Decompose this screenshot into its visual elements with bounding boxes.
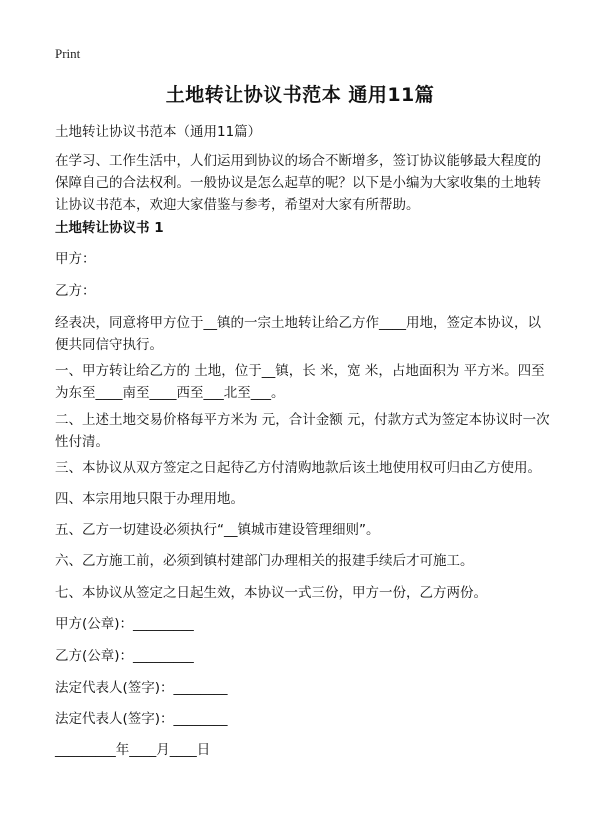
- print-link[interactable]: Print: [55, 46, 81, 61]
- clause-3: 三、本协议从双方签定之日起待乙方付清购地款后该土地使用权可归由乙方使用。: [55, 460, 541, 476]
- clause-2: 二、上述土地交易价格每平方米为 元，合计金额 元，付款方式为签定本协议时一次性付清。: [55, 412, 550, 450]
- clause-4: 四、本宗用地只限于办理用地。: [55, 491, 244, 507]
- signature-date: _________年____月____日: [55, 742, 211, 758]
- signature-party-b-seal: 乙方(公章)：_________: [55, 648, 194, 664]
- intro-paragraph: 在学习、工作生活中，人们运用到协议的场合不断增多，签订协议能够最大程度的保障自己的合法权利。一般协议是怎么起草的呢？以下是小编为大家收集的土地转让协议书范本，欢迎大家借鉴与参考，希望对大家有所帮助。: [55, 153, 541, 213]
- party-b-line: 乙方：: [55, 283, 96, 299]
- document-subtitle: 土地转让协议书范本（通用11篇）: [55, 124, 262, 140]
- clause-6: 六、乙方施工前，必须到镇村建部门办理相关的报建手续后才可施工。: [55, 553, 474, 569]
- signature-legal-rep-a: 法定代表人(签字)：________: [55, 680, 228, 696]
- preamble-paragraph: 经表决，同意将甲方位于__镇的一宗土地转让给乙方作____用地，签定本协议，以便共同信守执行。: [55, 315, 541, 353]
- page-title: 土地转让协议书范本 通用11篇: [165, 84, 435, 106]
- clause-7: 七、本协议从签定之日起生效，本协议一式三份，甲方一份，乙方两份。: [55, 585, 487, 601]
- signature-party-a-seal: 甲方(公章)：_________: [55, 616, 194, 632]
- clause-5: 五、乙方一切建设必须执行“__镇城市建设管理细则”。: [55, 522, 380, 538]
- signature-legal-rep-b: 法定代表人(签字)：________: [55, 711, 228, 727]
- section-heading: 土地转让协议书 1: [55, 220, 164, 236]
- clause-1: 一、甲方转让给乙方的 土地，位于__镇，长 米，宽 米，占地面积为 平方米。四至为东至____南至____西至___北至___。: [55, 363, 545, 401]
- party-a-line: 甲方：: [55, 251, 96, 267]
